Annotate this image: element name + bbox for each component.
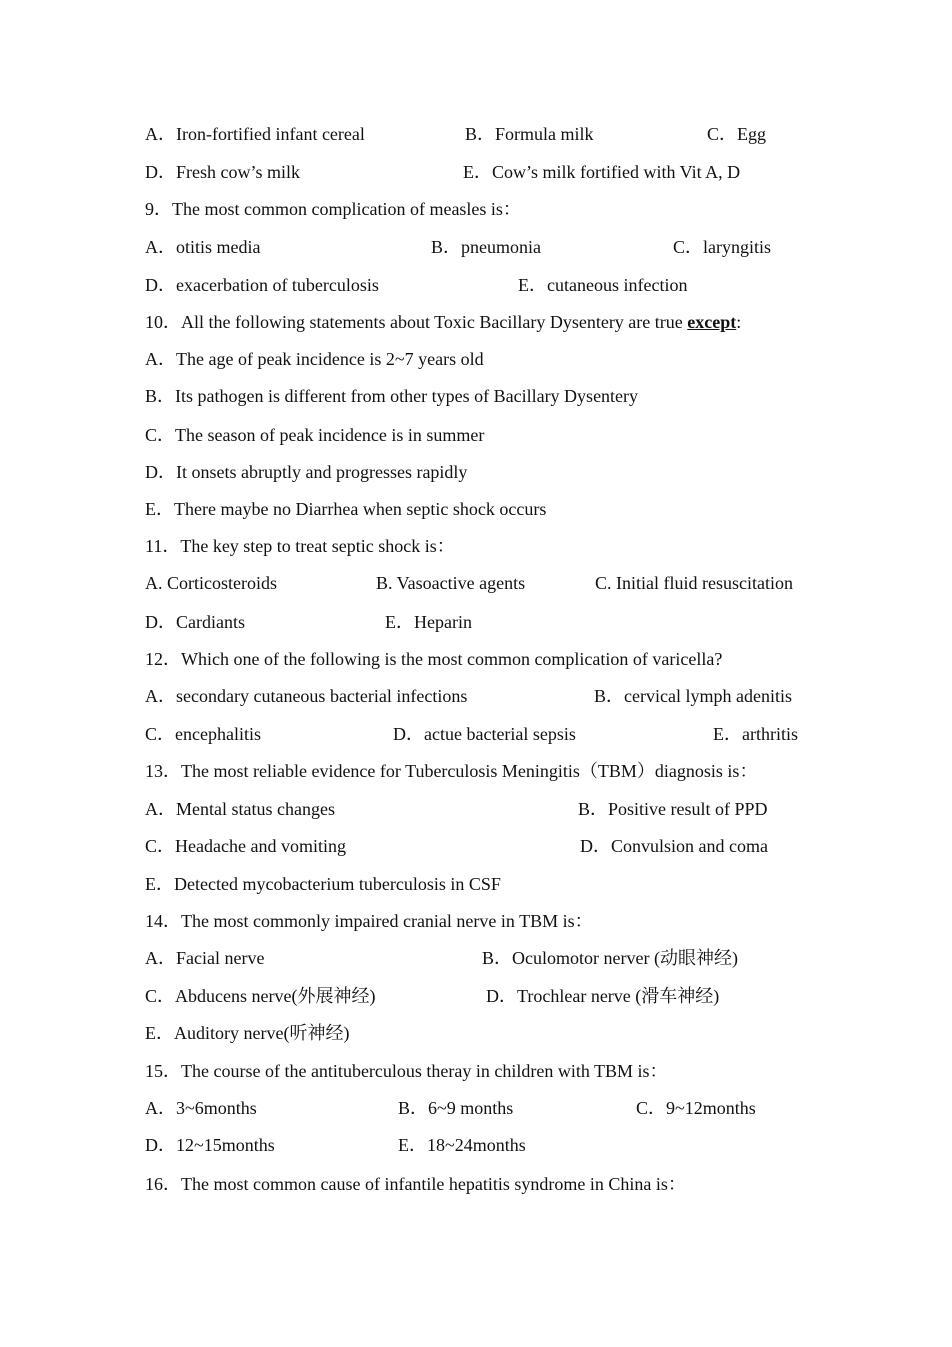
option-c: C．The season of peak incidence is in summer bbox=[145, 425, 485, 445]
option-c: C．Egg bbox=[707, 124, 767, 144]
option-row bbox=[0, 382, 952, 410]
option-row bbox=[0, 495, 952, 523]
option-d: D．actue bacterial sepsis bbox=[393, 724, 576, 744]
option-b: B．Positive result of PPD bbox=[578, 799, 768, 819]
option-b: B．Its pathogen is different from other types of Bacillary Dysentery bbox=[145, 386, 639, 406]
option-c: C．Abducens nerve(外展神经) bbox=[145, 986, 376, 1006]
option-row bbox=[0, 1019, 952, 1047]
option-e: E．Detected mycobacterium tuberculosis in CSF bbox=[145, 874, 501, 894]
option-row bbox=[0, 458, 952, 486]
option-e: E．There maybe no Diarrhea when septic shock occurs bbox=[145, 499, 547, 519]
question-16 bbox=[0, 1170, 952, 1198]
option-row bbox=[0, 345, 952, 373]
question-text bbox=[145, 308, 741, 336]
option-d: D．Fresh cow’s milk bbox=[145, 162, 300, 182]
option-d: D．12~15months bbox=[145, 1135, 275, 1155]
option-row bbox=[0, 795, 952, 823]
option-row bbox=[0, 682, 952, 710]
option-row bbox=[0, 982, 952, 1010]
option-row bbox=[0, 870, 952, 898]
question-text: 11．The key step to treat septic shock is： bbox=[145, 536, 455, 556]
question-13 bbox=[0, 757, 952, 785]
option-e: E．18~24months bbox=[398, 1135, 526, 1155]
option-c: C. Initial fluid resuscitation bbox=[595, 573, 793, 593]
option-e: E．cutaneous infection bbox=[518, 275, 688, 295]
option-row bbox=[0, 271, 952, 299]
option-row bbox=[0, 233, 952, 261]
question-10 bbox=[0, 308, 952, 336]
option-c: C．9~12months bbox=[636, 1098, 756, 1118]
option-d: D．exacerbation of tuberculosis bbox=[145, 275, 379, 295]
option-a: A．Mental status changes bbox=[145, 799, 335, 819]
option-e: E．Auditory nerve(听神经) bbox=[145, 1023, 350, 1043]
option-a: A．The age of peak incidence is 2~7 years old bbox=[145, 349, 484, 369]
option-a: A．otitis media bbox=[145, 237, 261, 257]
option-a: A．secondary cutaneous bacterial infections bbox=[145, 686, 468, 706]
question-text-tail: : bbox=[736, 312, 742, 332]
option-b: B．cervical lymph adenitis bbox=[594, 686, 792, 706]
question-text: 16．The most common cause of infantile hepatitis syndrome in China is： bbox=[145, 1174, 686, 1194]
option-a: A．Iron-fortified infant cereal bbox=[145, 124, 365, 144]
option-b: B．Oculomotor nerver (动眼神经) bbox=[482, 948, 738, 968]
question-12 bbox=[0, 645, 952, 673]
option-b: B．pneumonia bbox=[431, 237, 541, 257]
except-emphasis: except bbox=[687, 312, 737, 332]
option-e: E．Cow’s milk fortified with Vit A, D bbox=[463, 162, 741, 182]
option-row bbox=[0, 569, 952, 597]
option-e: E．arthritis bbox=[713, 724, 798, 744]
option-row bbox=[0, 158, 952, 186]
option-a: A. Corticosteroids bbox=[145, 573, 277, 593]
option-d: D．Convulsion and coma bbox=[580, 836, 768, 856]
question-text: 12．Which one of the following is the most common complication of varicella? bbox=[145, 649, 723, 669]
question-9 bbox=[0, 195, 952, 223]
option-c: C．encephalitis bbox=[145, 724, 261, 744]
option-a: A．Facial nerve bbox=[145, 948, 265, 968]
option-b: B．6~9 months bbox=[398, 1098, 514, 1118]
question-11 bbox=[0, 532, 952, 560]
option-row bbox=[0, 832, 952, 860]
option-c: C．laryngitis bbox=[673, 237, 771, 257]
option-b: B. Vasoactive agents bbox=[376, 573, 526, 593]
option-row bbox=[0, 608, 952, 636]
option-d: D．Cardiants bbox=[145, 612, 245, 632]
option-a: A．3~6months bbox=[145, 1098, 257, 1118]
option-c: C．Headache and vomiting bbox=[145, 836, 346, 856]
option-d: D．Trochlear nerve (滑车神经) bbox=[486, 986, 720, 1006]
question-text: 13．The most reliable evidence for Tuberculosis Meningitis（TBM）diagnosis is： bbox=[145, 761, 758, 781]
question-text: 14．The most commonly impaired cranial nerve in TBM is： bbox=[145, 911, 593, 931]
option-row bbox=[0, 1094, 952, 1122]
question-15 bbox=[0, 1057, 952, 1085]
option-row bbox=[0, 421, 952, 449]
question-text-main: 10．All the following statements about Toxic Bacillary Dysentery are true bbox=[145, 312, 688, 332]
option-row bbox=[0, 1131, 952, 1159]
option-b: B．Formula milk bbox=[465, 124, 594, 144]
question-text: 9．The most common complication of measles is： bbox=[145, 199, 521, 219]
option-row bbox=[0, 720, 952, 748]
option-e: E．Heparin bbox=[385, 612, 472, 632]
option-row bbox=[0, 120, 952, 148]
question-text: 15．The course of the antituberculous theray in children with TBM is： bbox=[145, 1061, 668, 1081]
option-row bbox=[0, 944, 952, 972]
option-d: D．It onsets abruptly and progresses rapidly bbox=[145, 462, 468, 482]
question-14 bbox=[0, 907, 952, 935]
